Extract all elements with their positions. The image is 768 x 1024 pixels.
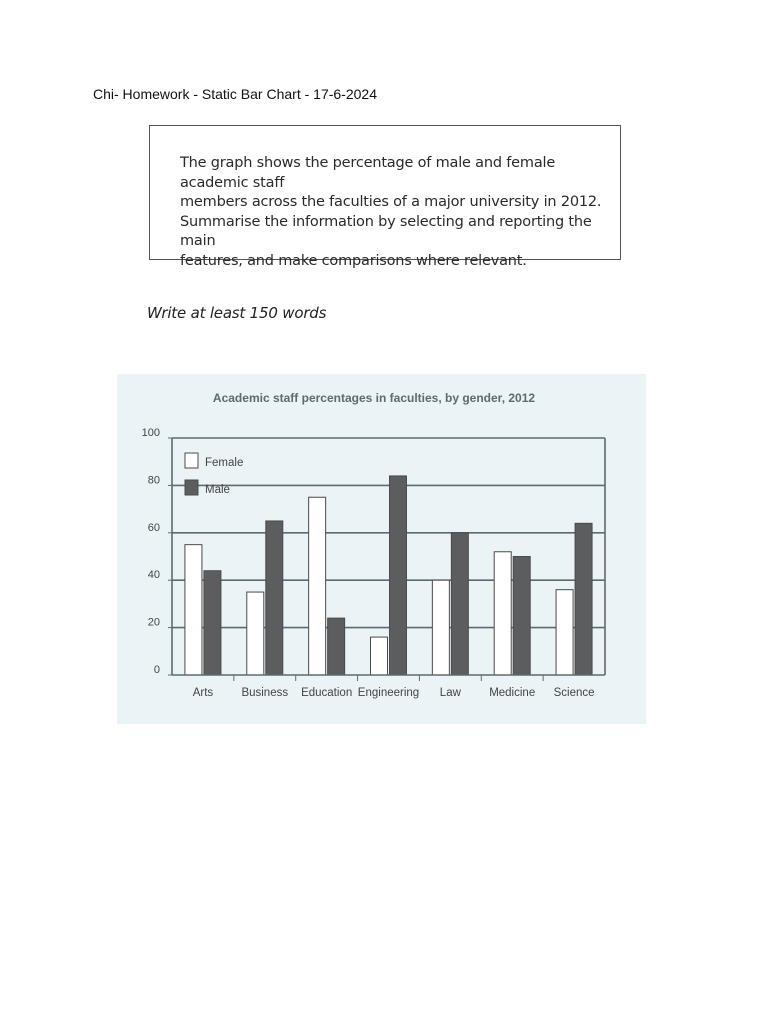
legend	[185, 453, 243, 496]
y-tick-label: 40	[147, 569, 160, 582]
bar-male-arts	[204, 571, 221, 675]
bar-female-law	[432, 580, 449, 675]
x-tick-label: Engineering	[357, 687, 420, 699]
task-line: features, and make comparisons where relevant.	[180, 252, 527, 269]
x-tick-label: Law	[439, 687, 461, 699]
bar-male-business	[266, 521, 283, 675]
task-line: Summarise the information by selecting and reporting the main	[180, 213, 592, 249]
bar-female-medicine	[494, 552, 511, 675]
task-prompt	[180, 154, 610, 271]
legend-label-female: Female	[205, 457, 244, 469]
y-tick-label: 100	[141, 427, 160, 439]
bar-female-science	[556, 590, 573, 675]
bar-female-education	[309, 497, 326, 675]
bar-male-education	[328, 618, 345, 675]
task-line: The graph shows the percentage of male and female academic staff	[180, 155, 556, 191]
y-tick-label: 60	[147, 521, 160, 534]
y-tick-label: 0	[153, 664, 160, 676]
bar-male-science	[575, 523, 592, 675]
x-tick-label: Education	[301, 687, 353, 699]
x-tick-label: Arts	[192, 687, 214, 699]
x-tick-label: Medicine	[489, 687, 536, 699]
task-box	[149, 125, 621, 269]
bar-female-arts	[185, 545, 202, 675]
bar-male-engineering	[390, 476, 407, 675]
chart-panel	[117, 374, 646, 724]
chart-title: Academic staff percentages in faculties, by gender, 2012	[212, 391, 536, 405]
bar-female-engineering	[371, 637, 388, 675]
x-tick-label: Science	[553, 687, 595, 699]
legend-label-male: Male	[205, 484, 230, 496]
bar-female-business	[247, 592, 264, 675]
legend-swatch-female	[185, 453, 198, 468]
x-tick-label: Business	[241, 687, 289, 699]
bar-male-law	[451, 533, 468, 675]
bars-layer	[185, 476, 592, 675]
y-tick-label: 20	[147, 616, 160, 629]
legend-swatch-male	[185, 480, 198, 495]
bar-male-medicine	[513, 557, 530, 676]
bar-chart	[117, 374, 646, 724]
word-count-instruction: Write at least 150 words	[147, 304, 327, 322]
task-line: members across the faculties of a major university in 2012.	[180, 194, 602, 210]
y-tick-label: 80	[147, 474, 160, 487]
document-header: Chi- Homework - Static Bar Chart - 17-6-2024	[93, 86, 377, 102]
